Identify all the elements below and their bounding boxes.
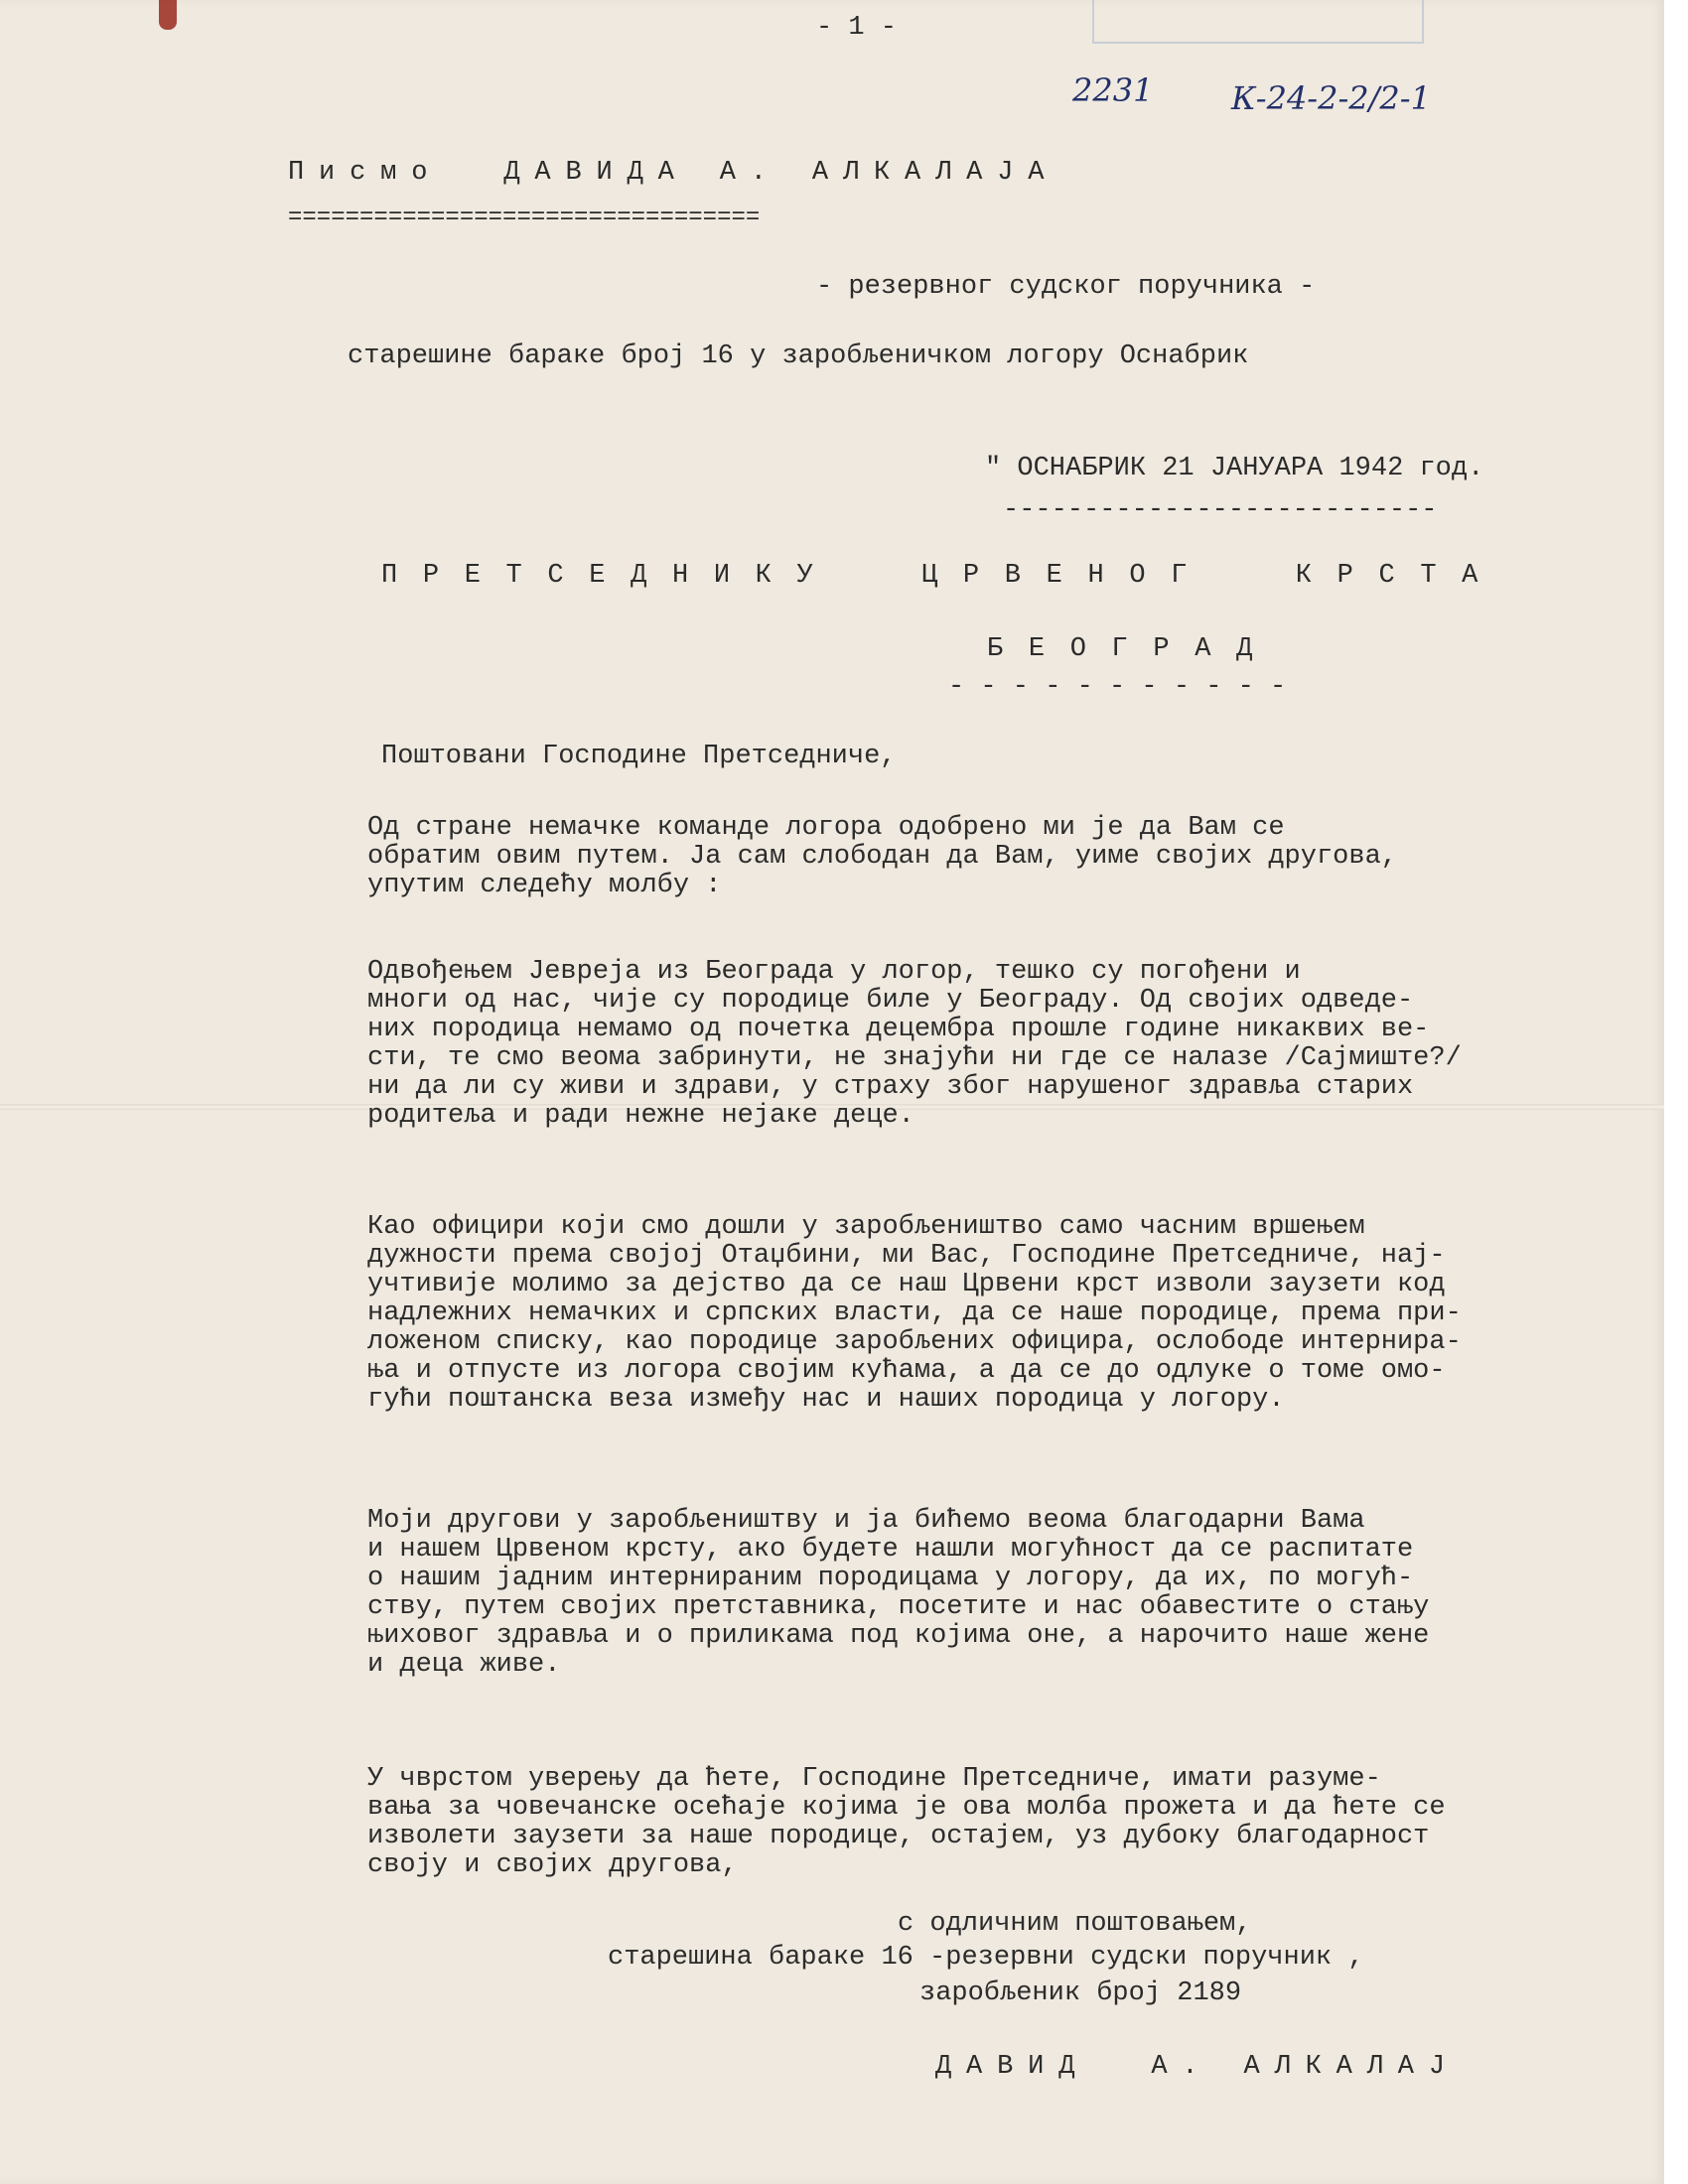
recipient-city: БЕОГРАД: [987, 634, 1278, 664]
paragraph-5: У чврстом уверењу да ћете, Господине Претседниче, имати разуме- вања за човечанске осећаје којима је ова молба прожета и да ћете се изволети заузети за наше породице, остајем, уз дубоку благодарност своју и својих другова,: [367, 1764, 1446, 1880]
subtitle-rank: - резервног судског поручника -: [816, 272, 1316, 302]
archive-number: 2231: [1072, 71, 1154, 109]
red-stain: [159, 0, 177, 30]
date-line: " ОСНАБРИК 21 ЈАНУАРА 1942 год.: [985, 454, 1484, 483]
paragraph-4: Моји другови у заробљеништву и ја бићемо веома благодарни Вама и нашем Црвеном крсту, ако будете нашли могућност да се распитате о нашим јадним интернираним породицама у логору, да их, по могућ- ству, путем својих претставника, посетите и нас обавестите о стању њиховог здравља и о приликама под којима оне, а нарочито наше жене и деца живе.: [367, 1506, 1430, 1680]
paragraph-1: Од стране немачке команде логора одобрено ми је да Вам се обратим овим путем. Ја сам слободан да Вам, уиме својих другова, упутим следећу молбу :: [367, 813, 1397, 900]
archive-code: К-24-2-2/2-1: [1231, 79, 1431, 117]
closing-greeting: с одличним поштовањем,: [898, 1909, 1252, 1939]
closing-position: старешина бараке 16 -резервни судски поручник ,: [608, 1943, 1364, 1973]
closing-prisoner-number: заробљеник број 2189: [919, 1979, 1242, 2008]
salutation: Поштовани Господине Претседниче,: [381, 742, 897, 771]
recipient-underline: - - - - - - - - - - -: [948, 672, 1287, 702]
signature-name: ДАВИД А. АЛКАЛАЈ: [935, 2052, 1460, 2082]
subtitle-position: старешине бараке број 16 у заробљеничком логору Оснабрик: [348, 341, 1249, 371]
page-number: - 1 -: [816, 13, 898, 43]
document-title: Писмо ДАВИДА А. АЛКАЛАЈА: [288, 158, 1059, 188]
scan-margin: [1664, 0, 1688, 2184]
paragraph-2: Одвођењем Јевреја из Београда у логор, тешко су погођени и многи од нас, чије су породице биле у Београду. Од својих одведе- них породица немамо од почетка децембра прошле године никаквих ве- сти, те смо веома забринути, не знајући ни где се налазе /Сајмиште?/ ни да ли су живи и здрави, у страху због нарушеног здравља старих родитеља и ради нежне нејаке деце.: [367, 957, 1462, 1131]
date-underline: ---------------------------: [1003, 495, 1438, 525]
title-underline: =================================: [288, 205, 761, 231]
recipient-title: ПРЕТСЕДНИКУ ЦРВЕНОГ КРСТА: [381, 561, 1504, 591]
archive-stamp: [1092, 0, 1424, 44]
paragraph-3: Као официри који смо дошли у заробљеништво само часним вршењем дужности према својој Отаџбини, ми Вас, Господине Претседниче, нај- учтивије молимо за дејство да се наш Црвени крст изволи заузети код надлежних немачких и српских власти, да се наше породице, према при- ложеном списку, као породице заробљених официра, ослободе интернира- ња и отпусте из логора својим кућама, а да се до одлуке о томе омо- гући поштанска веза између нас и наших породица у логору.: [367, 1212, 1462, 1415]
